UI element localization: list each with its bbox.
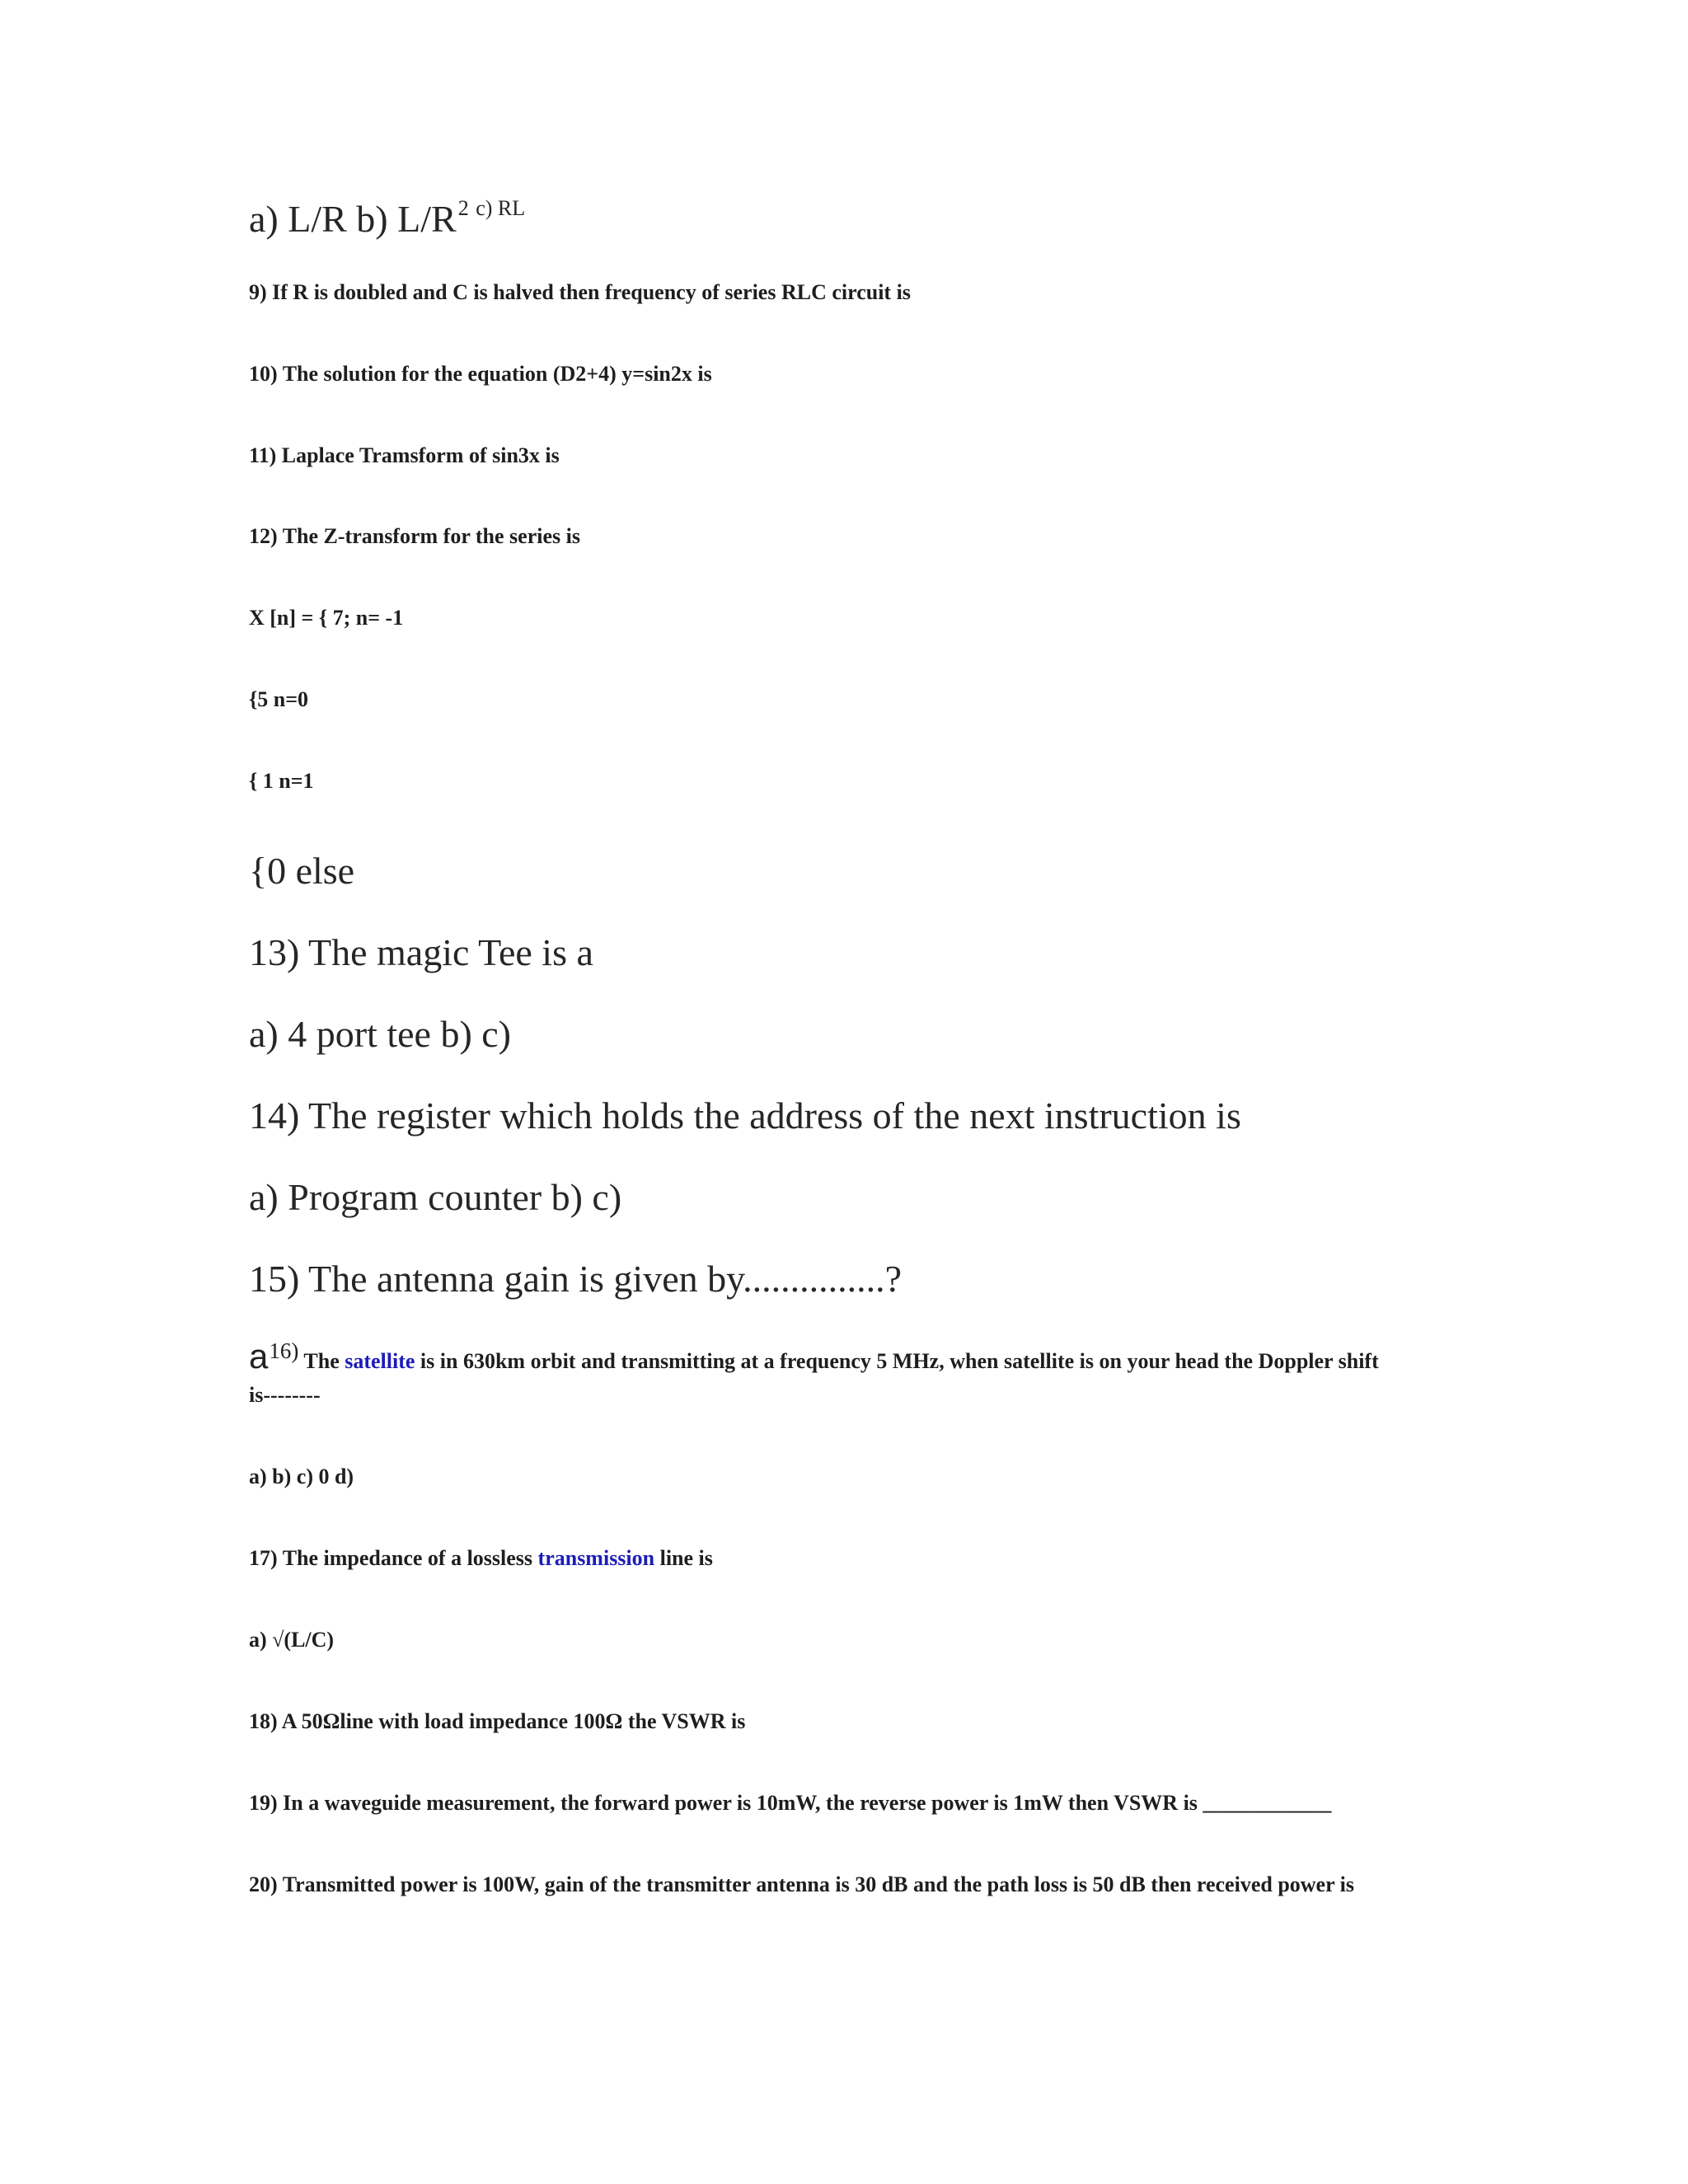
question-16-text-pre: The — [298, 1349, 345, 1373]
question-17-options: a) √(L/C) — [249, 1628, 335, 1652]
question-16-continuation: is-------- — [249, 1383, 321, 1407]
question-12-series-n1: { 1 n=1 — [249, 769, 314, 793]
question-15: 15) The antenna gain is given by...............? — [249, 1258, 903, 1300]
question-13-options: a) 4 port tee b) c) — [249, 1013, 512, 1055]
question-16-number: 16) — [269, 1338, 299, 1363]
question-16-text-post: is in 630km orbit and transmitting at a frequency 5 MHz, when satellite is on your head the Doppler shift — [415, 1349, 1379, 1373]
question-12-series-else: {0 else — [249, 850, 355, 892]
question-12-series-x: X [n] = { 7; n= -1 — [249, 606, 404, 630]
question-17-text-post: line is — [654, 1546, 713, 1570]
question-17-text-pre: 17) The impedance of a lossless — [249, 1546, 538, 1570]
question-16-options: a) b) c) 0 d) — [249, 1465, 354, 1488]
satellite-link[interactable]: satellite — [345, 1349, 415, 1373]
question-20: 20) Transmitted power is 100W, gain of the transmitter antenna is 30 dB and the path loss is 50 dB then received power is — [249, 1872, 1355, 1896]
question-16 — [249, 1337, 1379, 1376]
q8-superscript-option-c: c) RL — [470, 196, 526, 220]
q8-options-text: a) L/R b) L/R — [249, 198, 457, 240]
question-19: 19) In a waveguide measurement, the forward power is 10mW, the reverse power is 1mW then VSWR is ____________ — [249, 1791, 1332, 1815]
transmission-link[interactable]: transmission — [537, 1546, 655, 1570]
question-13: 13) The magic Tee is a — [249, 931, 593, 973]
question-18: 18) A 50Ωline with load impedance 100Ω the VSWR is — [249, 1709, 746, 1733]
question-12: 12) The Z-transform for the series is — [249, 524, 580, 548]
question-14: 14) The register which holds the address of the next instruction is — [249, 1094, 1241, 1137]
question-9: 9) If R is doubled and C is halved then frequency of series RLC circuit is — [249, 280, 911, 304]
question-10: 10) The solution for the equation (D2+4) y=sin2x is — [249, 362, 712, 386]
question-11: 11) Laplace Tramsform of sin3x is — [249, 443, 560, 467]
question-15-option-a-stub: a — [249, 1337, 269, 1376]
q8-options-line — [249, 196, 525, 241]
question-17 — [249, 1546, 713, 1571]
q8-superscript-2: 2 — [457, 196, 469, 220]
question-12-series-n0: {5 n=0 — [249, 687, 309, 711]
question-14-options: a) Program counter b) c) — [249, 1176, 622, 1218]
